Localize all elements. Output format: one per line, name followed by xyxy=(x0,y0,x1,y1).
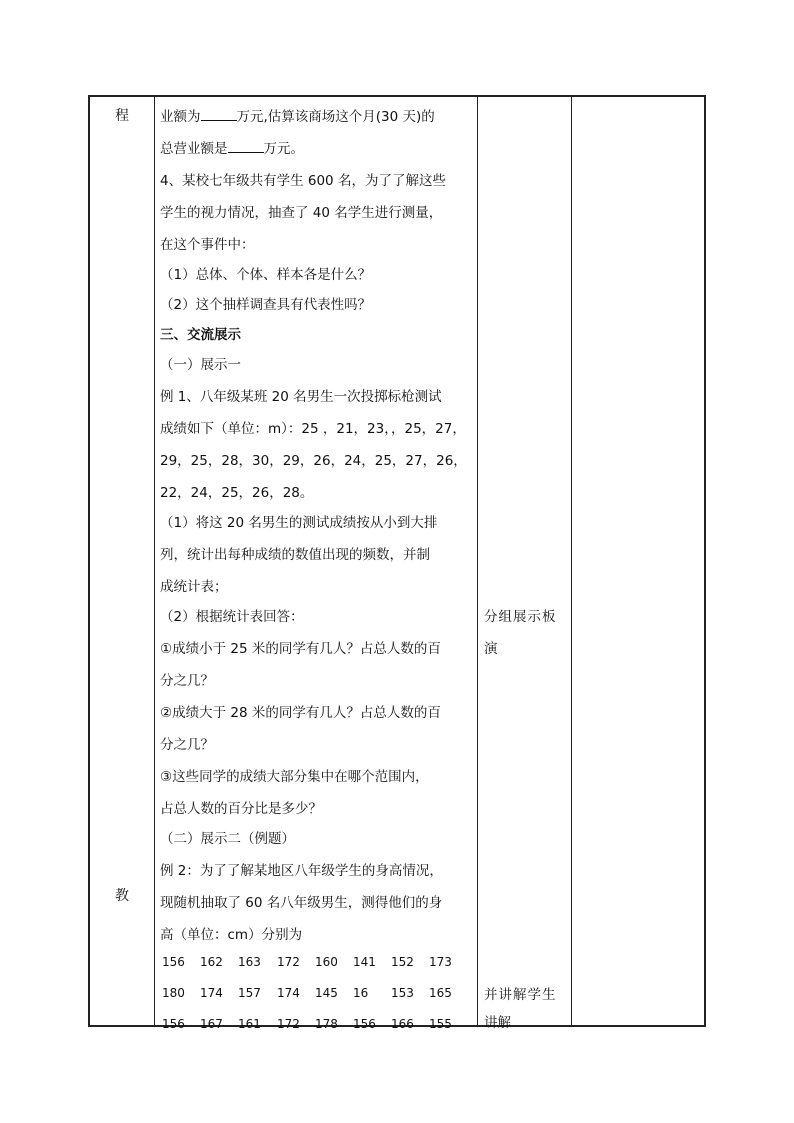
content-line: 29，25，28，30，29，26，24，25，27，26， xyxy=(160,453,467,469)
content-line: ①成绩小于 25 米的同学有几人？占总人数的百 xyxy=(160,641,441,657)
content-line: 例 1、八年级某班 20 名男生一次投掷标枪测试 xyxy=(160,389,442,405)
height-value: 174 xyxy=(277,986,300,1000)
height-value: 165 xyxy=(429,986,452,1000)
content-line: 在这个事件中： xyxy=(160,237,255,253)
height-value: 180 xyxy=(162,986,185,1000)
activity-note: 分组展示板 xyxy=(484,609,557,625)
height-value: 161 xyxy=(238,1017,261,1031)
height-value: 174 xyxy=(200,986,223,1000)
height-value: 16 xyxy=(353,986,369,1000)
content-line: 22，24，25，26，28。 xyxy=(160,485,314,501)
height-value: 160 xyxy=(315,955,338,969)
column-divider-3 xyxy=(571,97,572,1025)
subsection-heading: （一）展示一 xyxy=(160,357,241,373)
height-value: 141 xyxy=(353,955,376,969)
height-value: 162 xyxy=(200,955,223,969)
content-line: ②成绩大于 28 米的同学有几人？占总人数的百 xyxy=(160,705,441,721)
content-line: 4、某校七年级共有学生 600 名，为了了解这些 xyxy=(160,173,446,189)
content-line: 列，统计出每种成绩的数值出现的频数，并制 xyxy=(160,547,430,563)
content-line: 业额为 万元,估算该商场这个月(30 天)的 xyxy=(160,109,435,125)
activity-note: 演 xyxy=(484,641,498,657)
content-line: （1）总体、个体、样本各是什么？ xyxy=(160,267,372,283)
content-line: （2）根据统计表回答： xyxy=(160,609,304,625)
height-value: 156 xyxy=(162,955,185,969)
content-line: （2）这个抽样调查具有代表性吗？ xyxy=(160,297,372,313)
column-divider-2 xyxy=(477,97,478,1025)
content-line: 学生的视力情况，抽查了 40 名学生进行测量， xyxy=(160,205,443,221)
activity-note: 讲解 xyxy=(484,1015,511,1031)
content-line: 总营业额是 万元。 xyxy=(160,141,304,157)
height-value: 172 xyxy=(277,1017,300,1031)
height-value: 157 xyxy=(238,986,261,1000)
height-value: 166 xyxy=(391,1017,414,1031)
activity-note: 并讲解学生 xyxy=(484,987,557,1003)
height-value: 152 xyxy=(391,955,414,969)
height-value: 178 xyxy=(315,1017,338,1031)
section-heading: 三、交流展示 xyxy=(160,327,241,343)
height-value: 167 xyxy=(200,1017,223,1031)
content-line: 分之几？ xyxy=(160,737,214,753)
content-line: 分之几？ xyxy=(160,673,214,689)
height-value: 173 xyxy=(429,955,452,969)
height-value: 153 xyxy=(391,986,414,1000)
height-value: 145 xyxy=(315,986,338,1000)
height-value: 156 xyxy=(162,1017,185,1031)
height-value: 172 xyxy=(277,955,300,969)
content-line: 例 2：为了了解某地区八年级学生的身高情况， xyxy=(160,863,443,879)
side-label-top: 程 xyxy=(115,108,129,124)
content-line: 现随机抽取了 60 名八年级男生，测得他们的身 xyxy=(160,895,443,911)
lesson-plan-table xyxy=(88,95,706,1031)
subsection-heading: （二）展示二（例题） xyxy=(160,831,295,847)
content-line: 成统计表； xyxy=(160,579,228,595)
side-label-bottom: 教 xyxy=(115,888,129,904)
height-value: 163 xyxy=(238,955,261,969)
height-value: 155 xyxy=(429,1017,452,1031)
height-value: 156 xyxy=(353,1017,376,1031)
content-line: 占总人数的百分比是多少？ xyxy=(160,801,322,817)
column-divider-1 xyxy=(154,97,155,1025)
content-line: ③这些同学的成绩大部分集中在哪个范围内， xyxy=(160,769,429,785)
content-line: 成绩如下（单位：m）：25 ，21，23，，25，27， xyxy=(160,421,466,437)
content-line: 高（单位：cm）分别为 xyxy=(160,927,303,943)
content-line: （1）将这 20 名男生的测试成绩按从小到大排 xyxy=(160,515,438,531)
